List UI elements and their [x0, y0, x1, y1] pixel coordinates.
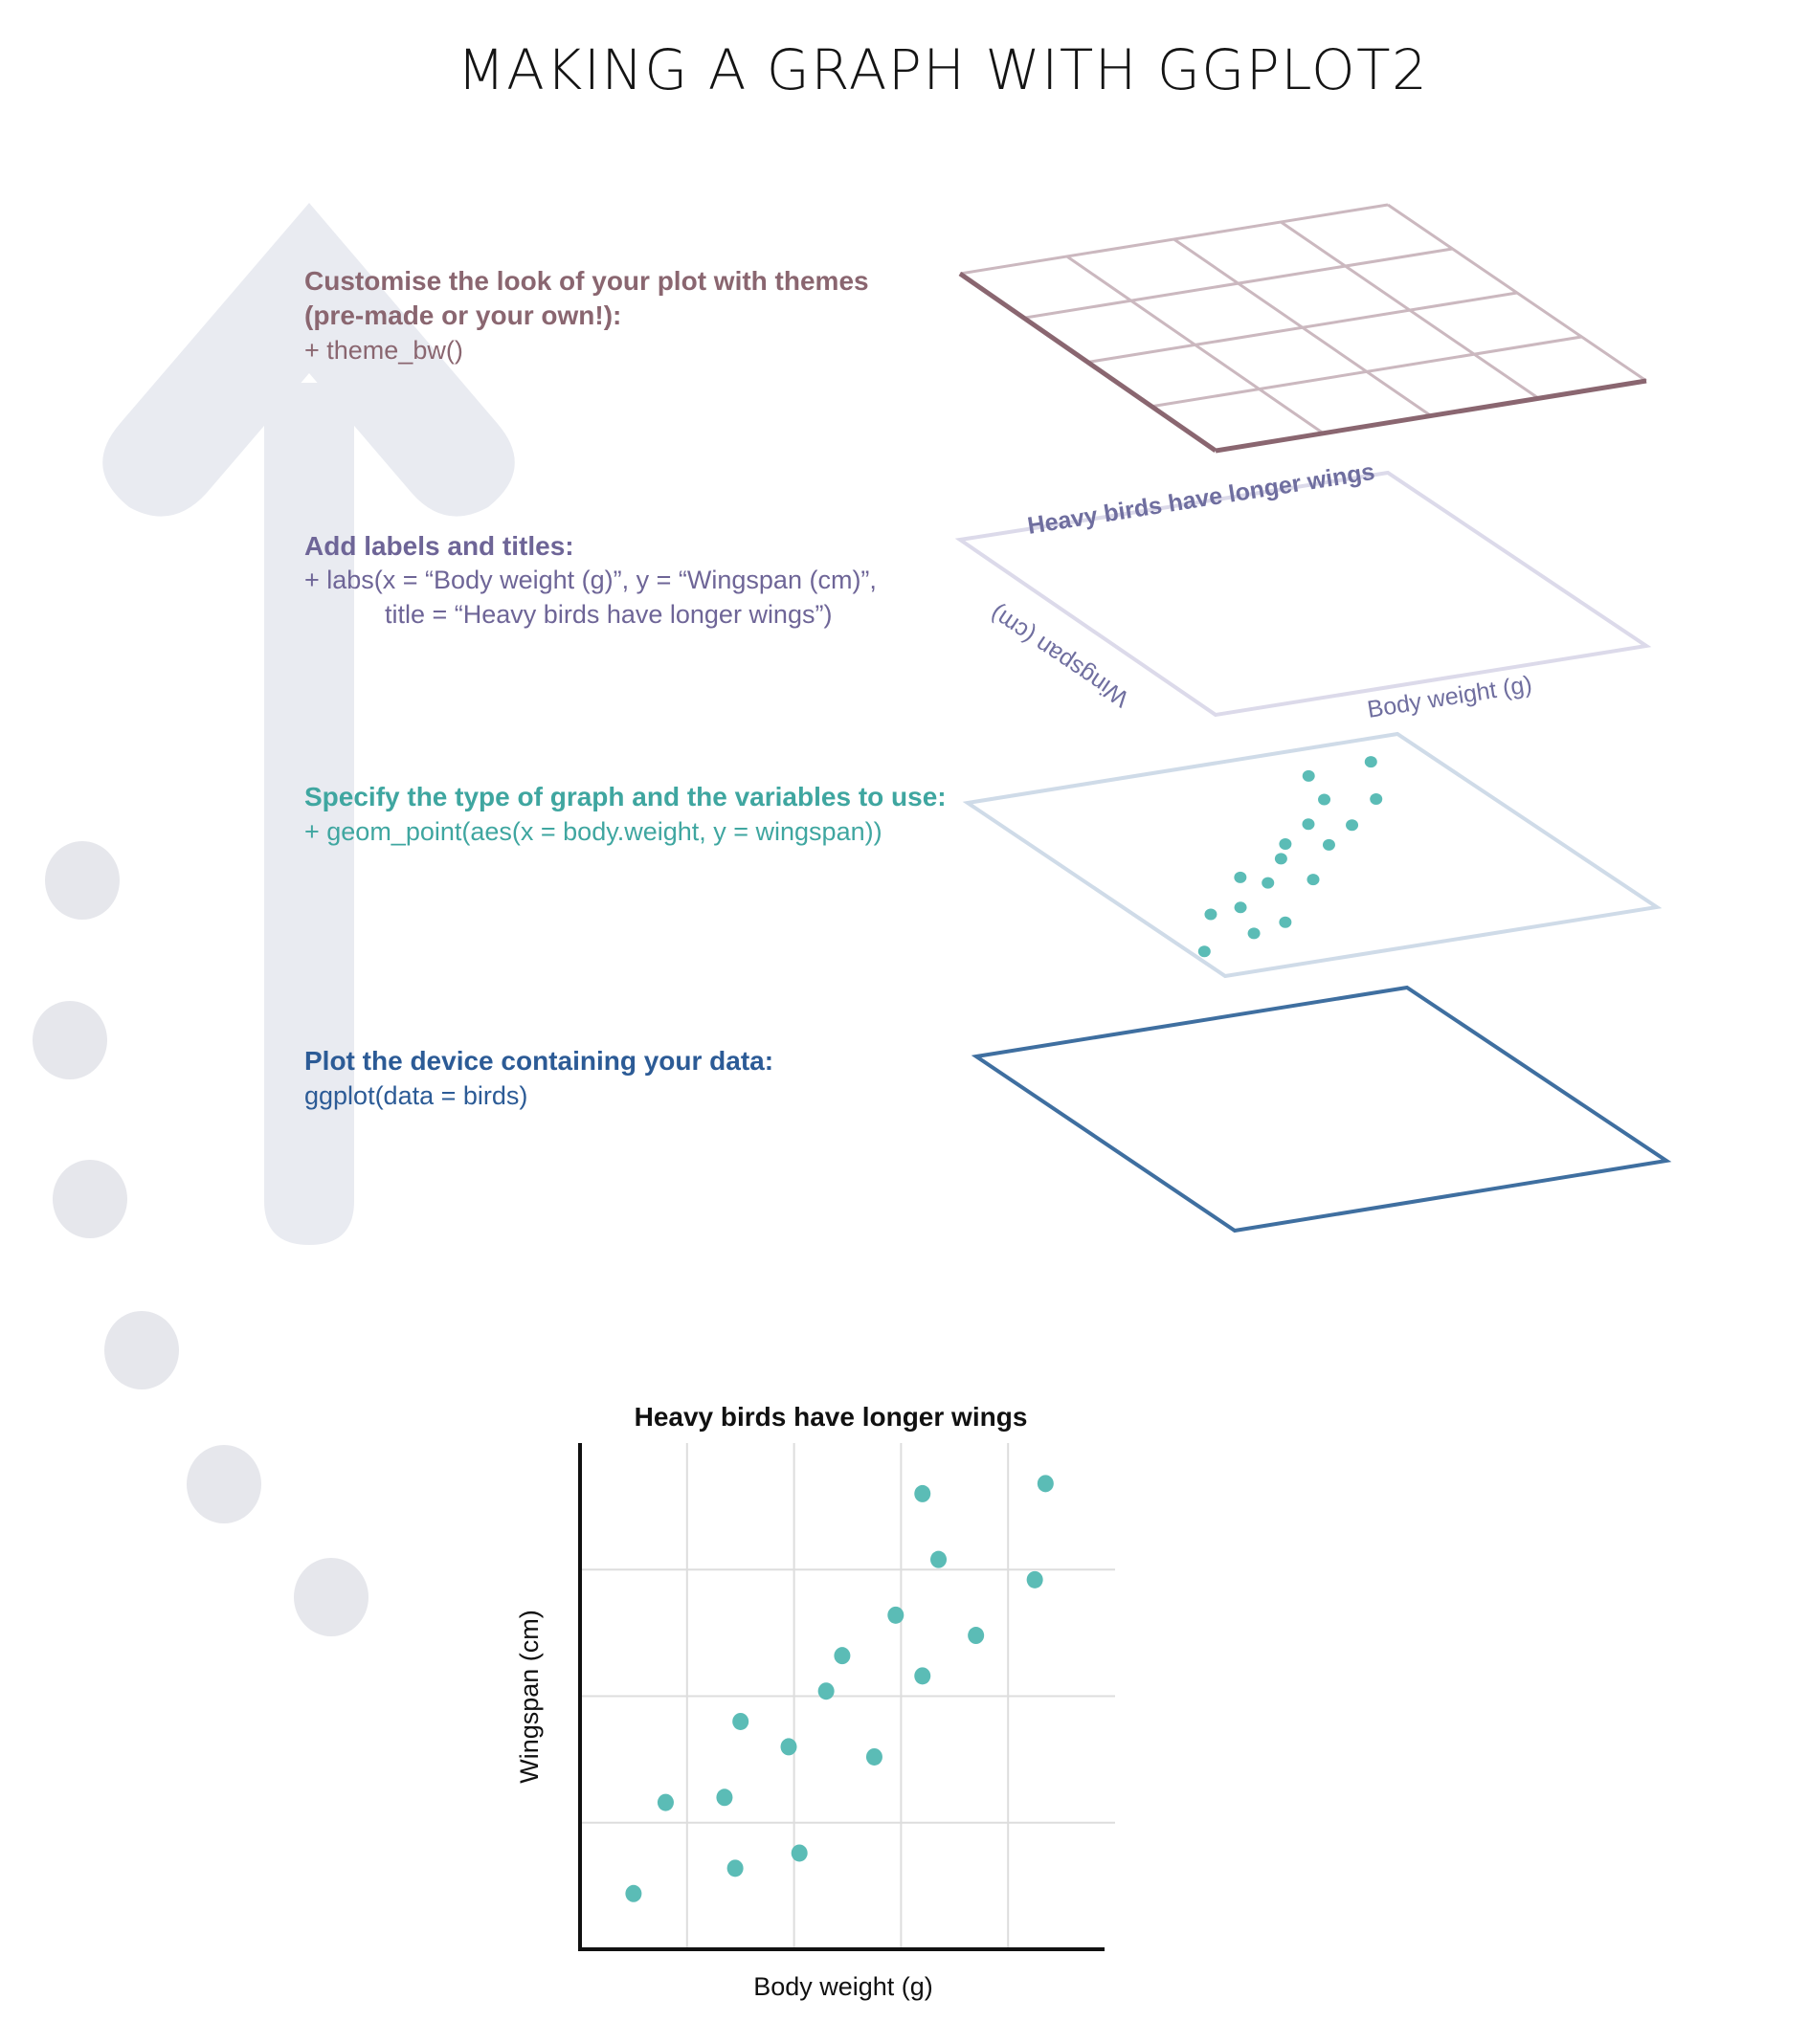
data-point [914, 1485, 930, 1502]
theme-gridline [1281, 222, 1538, 398]
trail-dot [45, 841, 120, 920]
data-point [1027, 1571, 1043, 1589]
step-theme [304, 266, 869, 365]
step-labs-code-1: + labs(x = “Body weight (g)”, y = “Wingspan (cm)”, [304, 566, 877, 594]
geom-data-point [1306, 874, 1319, 885]
geom-data-point [1279, 917, 1291, 928]
step-labs-code-2: title = “Heavy birds have longer wings”) [385, 600, 833, 629]
step-labs-heading: Add labels and titles: [304, 531, 574, 561]
theme-gridline [1174, 239, 1432, 416]
geom-data-point [1275, 853, 1287, 864]
chart-points [625, 1475, 1053, 1901]
data-point [818, 1682, 835, 1700]
data-layer-plane [976, 988, 1666, 1231]
step-data [304, 1046, 773, 1110]
chart-gridlines [580, 1443, 1115, 1949]
geom-data-point [1318, 794, 1330, 806]
geom-points [1198, 756, 1382, 957]
data-point [887, 1607, 904, 1624]
theme-layer-plane [960, 205, 1646, 451]
data-point [781, 1738, 797, 1755]
chart-title: Heavy birds have longer wings [634, 1402, 1028, 1432]
step-labs [304, 531, 877, 629]
chart-x-label: Body weight (g) [753, 1972, 933, 2001]
geom-data-point [1303, 770, 1315, 782]
data-point [866, 1748, 882, 1766]
data-plane-outline [976, 988, 1666, 1231]
final-scatter-chart [515, 1402, 1115, 2001]
step-geom-heading: Specify the type of graph and the variables to use: [304, 782, 947, 811]
data-point [658, 1794, 674, 1811]
step-data-code: ggplot(data = birds) [304, 1081, 528, 1110]
theme-plane-edge [960, 274, 1216, 451]
geom-data-point [1346, 819, 1358, 831]
trail-dot [187, 1445, 261, 1523]
layer-x-label: Body weight (g) [1365, 671, 1534, 723]
geom-plane-outline [968, 734, 1657, 976]
theme-gridlines [960, 205, 1646, 451]
trail-dot [33, 1001, 107, 1079]
data-point [914, 1667, 930, 1684]
data-point [1038, 1475, 1054, 1492]
chart-y-label: Wingspan (cm) [515, 1610, 544, 1784]
data-point [834, 1647, 850, 1664]
labels-layer-plane [960, 458, 1646, 723]
data-point [732, 1713, 748, 1730]
theme-plane-edge [1216, 381, 1646, 451]
data-point [716, 1788, 732, 1806]
trail-dot [53, 1160, 127, 1238]
theme-gridline [1388, 205, 1646, 381]
layer-y-label: Wingspan (cm) [985, 600, 1134, 713]
step-theme-code: + theme_bw() [304, 336, 463, 365]
step-geom [304, 782, 947, 846]
geom-data-point [1262, 878, 1274, 889]
trail-dot [294, 1558, 368, 1636]
data-point [792, 1844, 808, 1861]
arrow-shaft [264, 383, 354, 1245]
geom-data-point [1279, 838, 1291, 850]
step-data-heading: Plot the device containing your data: [304, 1046, 774, 1076]
geom-data-point [1235, 901, 1247, 913]
geom-data-point [1365, 756, 1377, 767]
theme-gridline [1151, 337, 1581, 407]
geom-data-point [1370, 793, 1382, 805]
geom-layer-plane [968, 734, 1657, 976]
page-title: MAKING A GRAPH WITH GGPLOT2 [457, 37, 1429, 102]
layer-title-label: Heavy birds have longer wings [1025, 457, 1377, 540]
geom-data-point [1234, 872, 1246, 883]
data-point [625, 1885, 641, 1902]
data-point [930, 1551, 947, 1568]
geom-data-point [1302, 818, 1314, 830]
geom-data-point [1248, 927, 1261, 939]
data-point [968, 1627, 984, 1644]
trail-dot [104, 1311, 179, 1389]
geom-data-point [1204, 908, 1217, 920]
geom-data-point [1198, 945, 1211, 957]
geom-data-point [1323, 839, 1335, 851]
step-geom-code: + geom_point(aes(x = body.weight, y = wingspan)) [304, 817, 882, 846]
step-theme-heading-1: Customise the look of your plot with themes [304, 266, 869, 296]
data-point [727, 1859, 744, 1877]
step-theme-heading-2: (pre-made or your own!): [304, 300, 622, 330]
